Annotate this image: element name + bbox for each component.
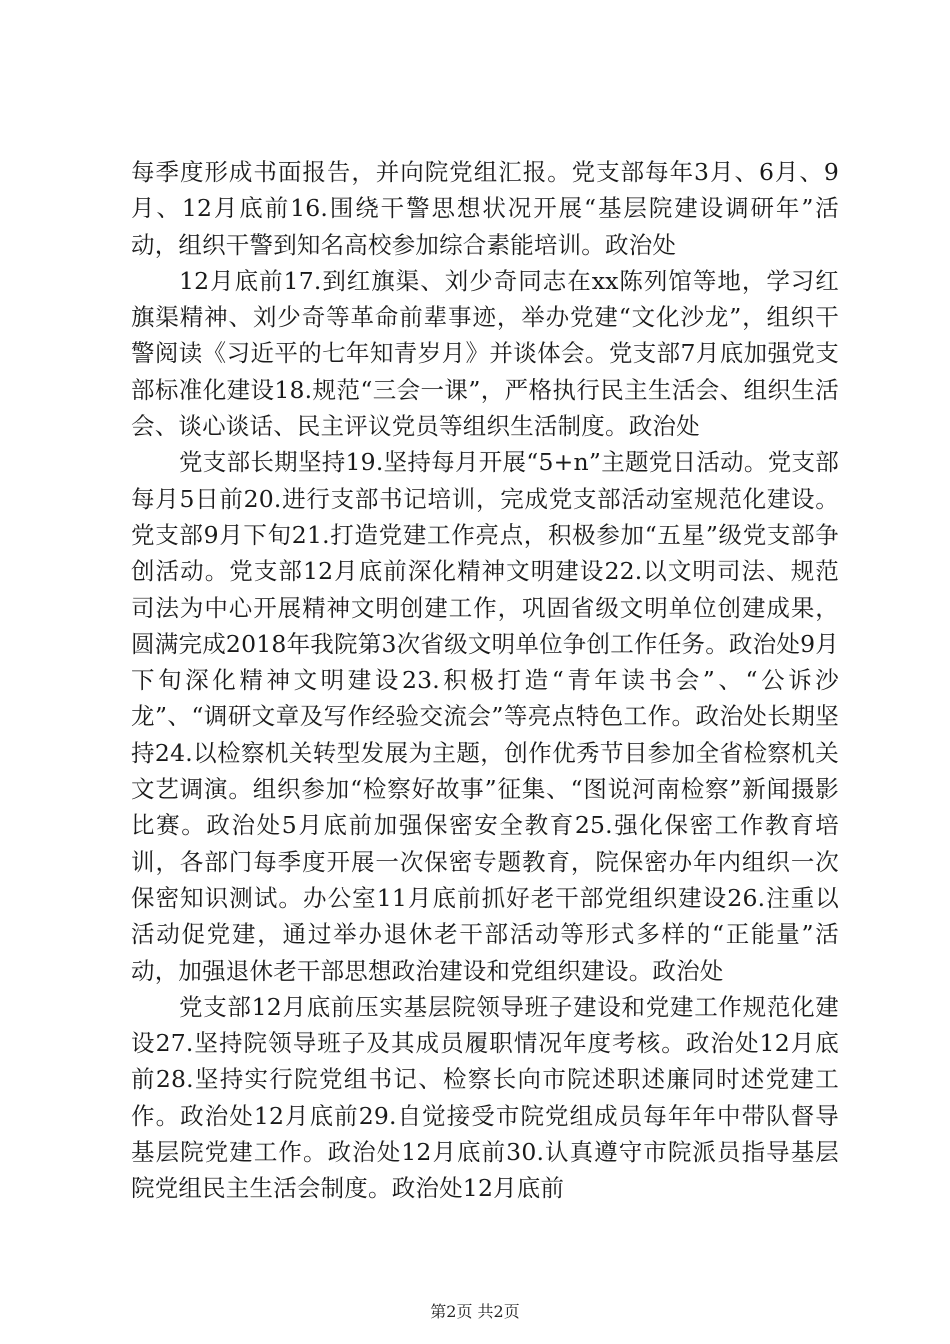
paragraph-3: 党支部长期坚持19.坚持每月开展“5+n”主题党日活动。党支部每月5日前20.进行支部书记培训，完成党支部活动室规范化建设。党支部9月下旬21.打造党建工作亮点，积极参加“五星”级党支部争创活动。党支部12月底前深化精神文明建设22.以文明司法、规范司法为中心开展精神文明创建工作，巩固省级文明单位创建成果，圆满完成2018年我院第3次省级文明单位争创工作任务。政治处9月下旬深化精神文明建设23.积极打造“青年读书会”、“公诉沙龙”、“调研文章及写作经验交流会”等亮点特色工作。政治处长期坚持24.以检察机关转型发展为主题，创作优秀节目参加全省检察机关文艺调演。组织参加“检察好故事”征集、“图说河南检察”新闻摄影比赛。政治处5月底前加强保密安全教育25.强化保密工作教育培训，各部门每季度开展一次保密专题教育，院保密办年内组织一次保密知识测试。办公室11月底前抓好老干部党组织建设26.注重以活动促党建，通过举办退休老干部活动等形式多样的“正能量”活动，加强退休老干部思想政治建设和党组织建设。政治处 [131, 448, 839, 985]
paragraph-1: 每季度形成书面报告，并向院党组汇报。党支部每年3月、6月、9月、12月底前16.围绕干警思想状况开展“基层院建设调研年”活动，组织干警到知名高校参加综合素能培训。政治处 [131, 158, 839, 259]
document-body [131, 154, 839, 1207]
page-footer [0, 1302, 950, 1322]
page-number-label: 第2页 共2页 [430, 1302, 520, 1321]
paragraph-2: 12月底前17.到红旗渠、刘少奇同志在xx陈列馆等地，学习红旗渠精神、刘少奇等革命前辈事迹，举办党建“文化沙龙”，组织干警阅读《习近平的七年知青岁月》并谈体会。党支部7月底加强党支部标准化建设18.规范“三会一课”，严格执行民主生活会、组织生活会、谈心谈话、民主评议党员等组织生活制度。政治处 [131, 266, 839, 441]
paragraph-4: 党支部12月底前压实基层院领导班子建设和党建工作规范化建设27.坚持院领导班子及其成员履职情况年度考核。政治处12月底前28.坚持实行院党组书记、检察长向市院述职述廉同时述党建工作。政治处12月底前29.自觉接受市院党组成员每年年中带队督导基层院党建工作。政治处12月底前30.认真遵守市院派员指导基层院党组民主生活会制度。政治处12月底前 [131, 992, 839, 1203]
